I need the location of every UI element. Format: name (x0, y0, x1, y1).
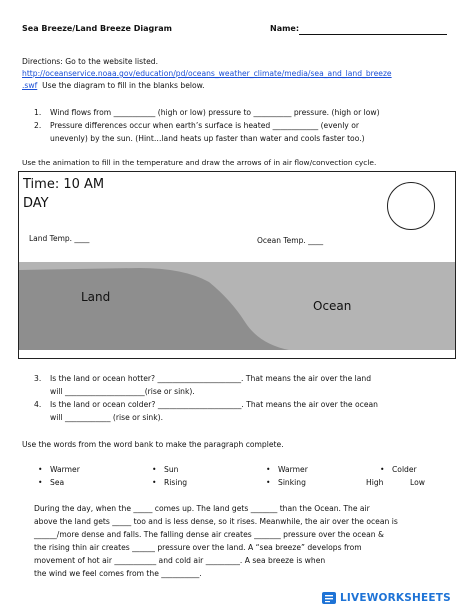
paragraph-line: During the day, when the _____ comes up. The land gets _______ than the Ocean. The air (34, 504, 370, 513)
question-4-num: 4. (34, 400, 42, 409)
word-bank-item: • Warmer (50, 465, 80, 474)
website-link[interactable]: http://oceanservice.noaa.gov/education/pd/oceans_weather_climate/media/sea_and_land_breeze (22, 69, 392, 78)
animation-instruction: Use the animation to fill in the temperature and draw the arrows of in air flow/convection cycle. (22, 158, 377, 167)
word-bank-item: • Colder (392, 465, 417, 474)
word-bank-item: High (366, 478, 384, 487)
liveworksheets-icon (322, 592, 336, 604)
land-label: Land (81, 290, 111, 304)
question-2-text: Pressure differences occur when earth’s surface is heated ____________ (evenly or (50, 121, 359, 130)
land-temp-label[interactable]: Land Temp. ____ (29, 234, 90, 243)
land-ocean-cross-section (19, 172, 455, 358)
word-bank-instruction: Use the words from the word bank to make the paragraph complete. (22, 440, 284, 449)
website-link-ext[interactable]: .swf (22, 81, 38, 90)
question-4-text-cont: will ____________ (rise or sink). (50, 413, 164, 422)
word-bank-item: • Sinking (278, 478, 306, 487)
ocean-label: Ocean (313, 299, 352, 313)
word-bank-item: Low (410, 478, 425, 487)
word-bank-item: • Rising (164, 478, 187, 487)
question-2-text-cont: unevenly) by the sun. (Hint…land heats up faster than water and cools faster too.) (50, 134, 365, 143)
ocean-temp-label[interactable]: Ocean Temp. ____ (257, 236, 324, 245)
paragraph-line: the rising thin air creates ______ pressure over the land. A “sea breeze” develops from (34, 543, 362, 552)
diagram-period: DAY (23, 196, 49, 211)
paragraph-line: ______/more dense and falls. The falling dense air creates _______ pressure over the ocean & (34, 530, 384, 539)
directions-text: Directions: Go to the website listed. (22, 57, 158, 66)
word-bank-item: • Sun (164, 465, 178, 474)
name-field[interactable] (299, 34, 447, 35)
sea-breeze-diagram (18, 171, 456, 359)
liveworksheets-logo[interactable] (322, 592, 451, 604)
word-bank-item: • Sea (50, 478, 64, 487)
paragraph-line: the wind we feel comes from the __________. (34, 569, 202, 578)
directions-line2: .swf Use the diagram to fill in the blanks below. (22, 81, 205, 90)
diagram-time: Time: 10 AM (23, 177, 105, 192)
question-3-num: 3. (34, 374, 42, 383)
liveworksheets-wordmark: LIVEWORKSHEETS (340, 592, 451, 604)
word-bank-item: • Warmer (278, 465, 308, 474)
paragraph-line: above the land gets _____ too and is less dense, so it rises. Meanwhile, the air over the ocean is (34, 517, 398, 526)
question-3-text-cont: will _____________________(rise or sink). (50, 387, 195, 396)
name-label: Name: (270, 24, 300, 33)
question-1-num: 1. (34, 108, 42, 117)
question-4-text: Is the land or ocean colder? ______________________. That means the air over the ocean (50, 400, 378, 409)
diagram-bottom-margin (19, 350, 455, 358)
worksheet-title: Sea Breeze/Land Breeze Diagram (22, 24, 172, 33)
question-3-text: Is the land or ocean hotter? ______________________. That means the air over the land (50, 374, 372, 383)
question-2-num: 2. (34, 121, 42, 130)
paragraph-line: movement of hot air ___________ and cold air _________. A sea breeze is when (34, 556, 326, 565)
question-1-text: Wind flows from ___________ (high or low) pressure to __________ pressure. (high or low) (50, 108, 380, 117)
